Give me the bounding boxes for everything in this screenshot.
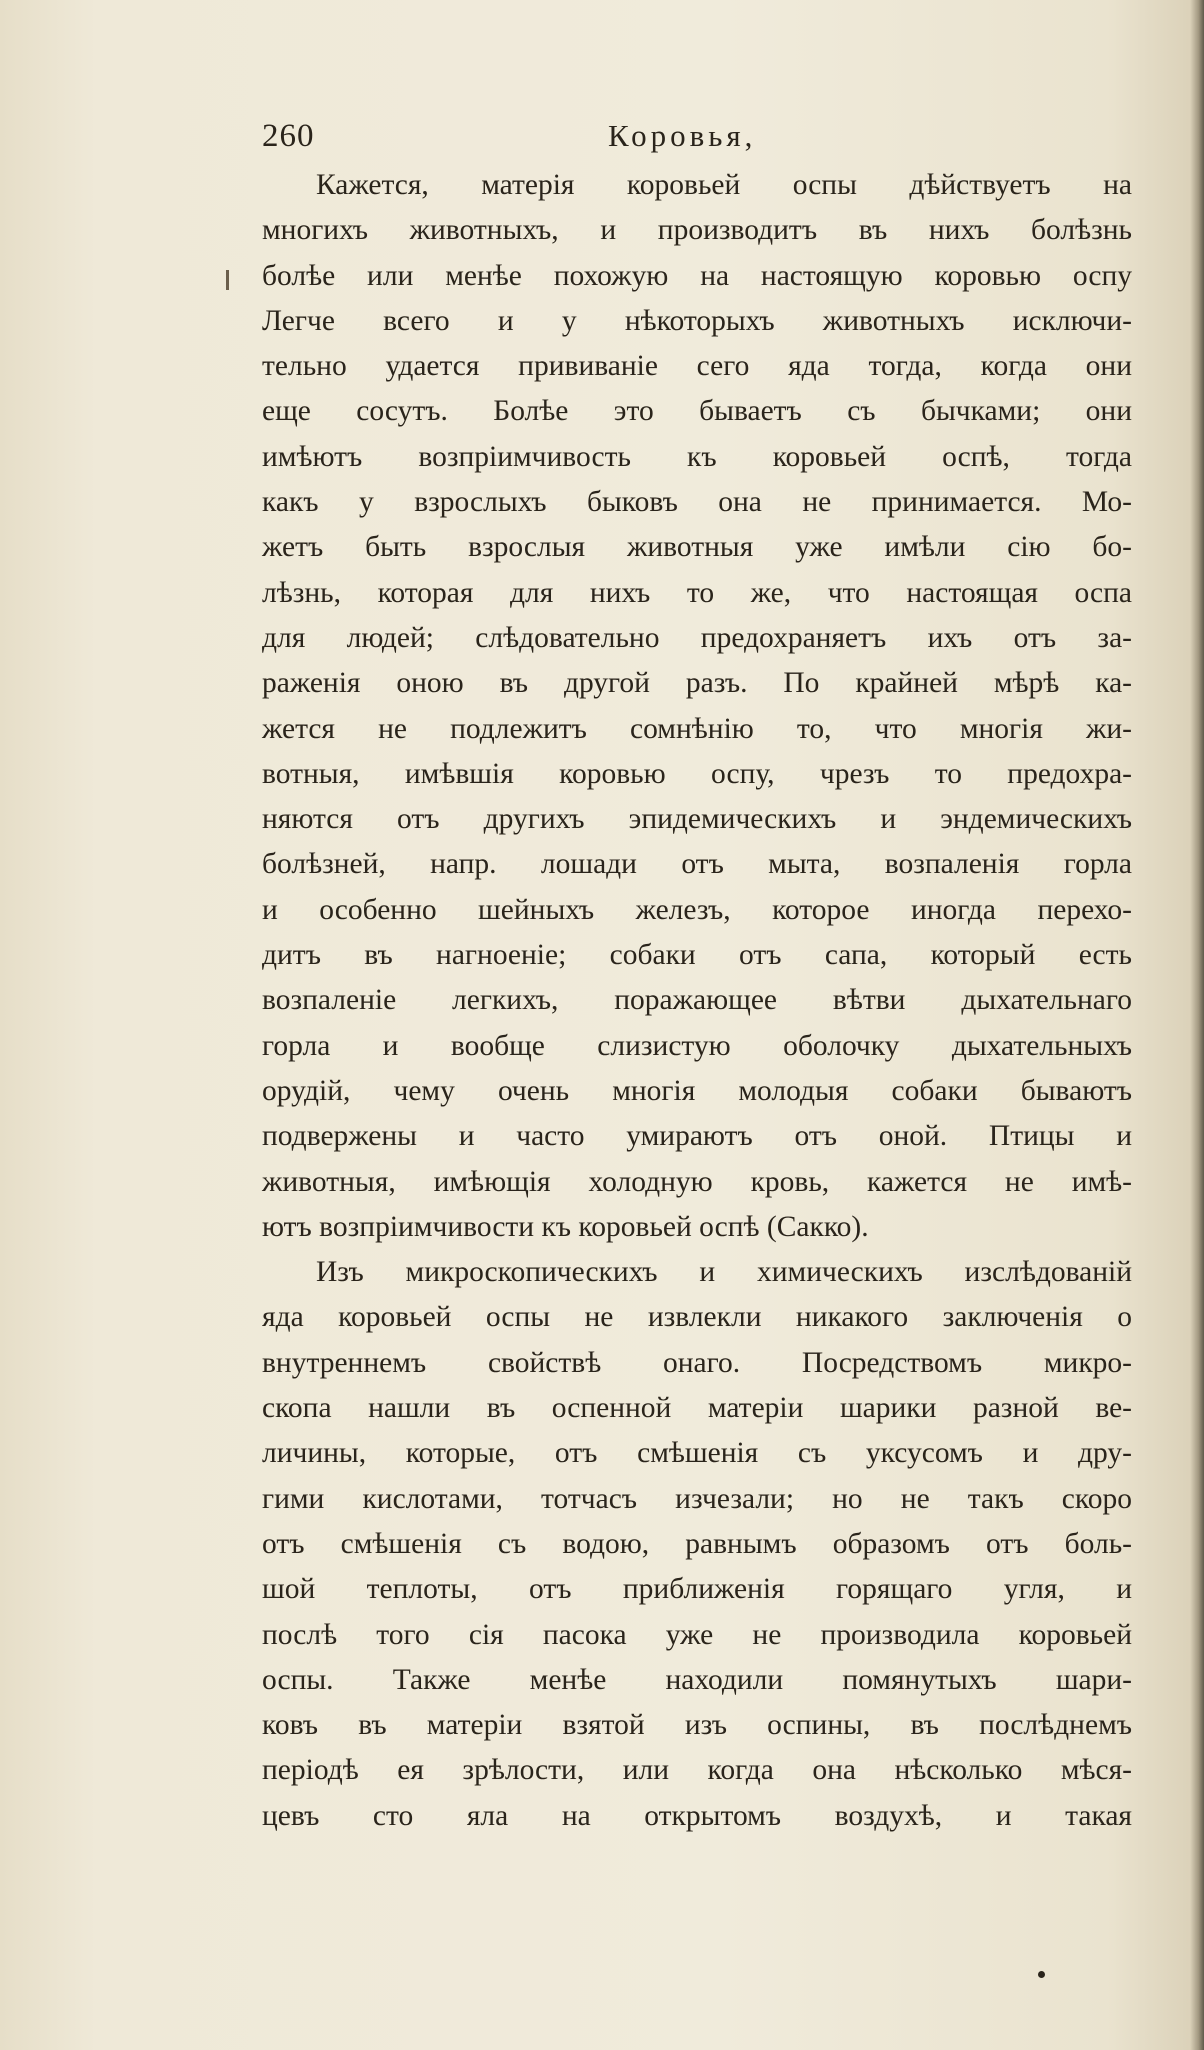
- margin-mark: [226, 270, 229, 290]
- text-line: скопа нашли въ оспенной матеріи шарики разной ве-: [262, 1392, 1132, 1425]
- text-line: шой теплоты, отъ приближенія горящаго угля, и: [262, 1573, 1132, 1606]
- text-line: многихъ животныхъ, и производитъ въ нихъ болѣзнь: [262, 214, 1132, 247]
- text-line: Изъ микроскопическихъ и химическихъ изслѣдованій: [316, 1256, 1132, 1289]
- text-line: вотныя, имѣвшія коровью оспу, чрезъ то предохра-: [262, 757, 1132, 790]
- ink-dot: [1038, 1971, 1045, 1978]
- text-line: оспы. Также менѣе находили помянутыхъ шари-: [262, 1663, 1132, 1696]
- text-line: личины, которые, отъ смѣшенія съ уксусомъ и дру-: [262, 1437, 1132, 1470]
- text-line: періодѣ ея зрѣлости, или когда она нѣсколько мѣся-: [262, 1754, 1132, 1787]
- text-line: цевъ сто яла на открытомъ воздухѣ, и такая: [262, 1799, 1132, 1832]
- text-line: болѣе или менѣе похожую на настоящую коровью оспу: [262, 259, 1132, 292]
- text-line: возпаленіе легкихъ, поражающее вѣтви дыхательнаго: [262, 984, 1132, 1017]
- page-number: 260: [262, 118, 315, 154]
- text-line: тельно удается прививаніе сего яда тогда, когда они: [262, 350, 1132, 383]
- text-line: жетъ быть взрослыя животныя уже имѣли сію бо-: [262, 531, 1132, 564]
- text-line: яда коровьей оспы не извлекли никакого заключенія о: [262, 1301, 1132, 1334]
- text-line: орудій, чему очень многія молодыя собаки бываютъ: [262, 1074, 1132, 1107]
- text-line: болѣзней, напр. лошади отъ мыта, возпаленія горла: [262, 848, 1132, 881]
- text-line: Кажется, матерія коровьей оспы дѣйствуетъ на: [316, 169, 1132, 201]
- text-line: лѣзнь, которая для нихъ то же, что настоящая оспа: [262, 576, 1132, 609]
- text-line: послѣ того сія пасока уже не производила коровьей: [262, 1618, 1132, 1651]
- text-line: и особенно шейныхъ железъ, которое иногда перехо-: [262, 893, 1132, 926]
- text-line: еще сосутъ. Болѣе это бываетъ съ бычками; они: [262, 395, 1132, 428]
- text-line: животныя, имѣющія холодную кровь, кажется не имѣ-: [262, 1165, 1132, 1198]
- text-line: какъ у взрослыхъ быковъ она не принимается. Мо-: [262, 486, 1132, 519]
- body-text: [262, 163, 1132, 1839]
- text-line: подвержены и часто умираютъ отъ оной. Птицы и: [262, 1120, 1132, 1153]
- text-line: ковъ въ матеріи взятой изъ оспины, въ послѣднемъ: [262, 1709, 1132, 1742]
- text-line: для людей; слѣдовательно предохраняетъ ихъ отъ за-: [262, 621, 1132, 654]
- text-line: няются отъ другихъ эпидемическихъ и эндемическихъ: [262, 803, 1132, 836]
- page-header: [262, 118, 1132, 168]
- text-line: ютъ возпріимчивости къ коровьей оспѣ (Сакко).: [262, 1210, 869, 1243]
- text-line: отъ смѣшенія съ водою, равнымъ образомъ отъ боль-: [262, 1527, 1132, 1560]
- text-line: жется не подлежитъ сомнѣнію то, что многія жи-: [262, 712, 1132, 745]
- text-line: гими кислотами, тотчасъ изчезали; но не такъ скоро: [262, 1482, 1132, 1515]
- text-line: дитъ въ нагноеніе; собаки отъ сапа, который есть: [262, 939, 1132, 972]
- page-edge-shadow: [1190, 0, 1204, 2050]
- running-head: Коровья,: [608, 118, 757, 153]
- text-line: раженія оною въ другой разъ. По крайней мѣрѣ ка-: [262, 667, 1132, 700]
- text-line: внутреннемъ свойствѣ онаго. Посредствомъ микро-: [262, 1346, 1132, 1379]
- text-line: имѣютъ возпріимчивость къ коровьей оспѣ, тогда: [262, 440, 1132, 473]
- text-line: горла и вообще слизистую оболочку дыхательныхъ: [262, 1029, 1132, 1062]
- text-line: Легче всего и у нѣкоторыхъ животныхъ исключи-: [262, 304, 1132, 337]
